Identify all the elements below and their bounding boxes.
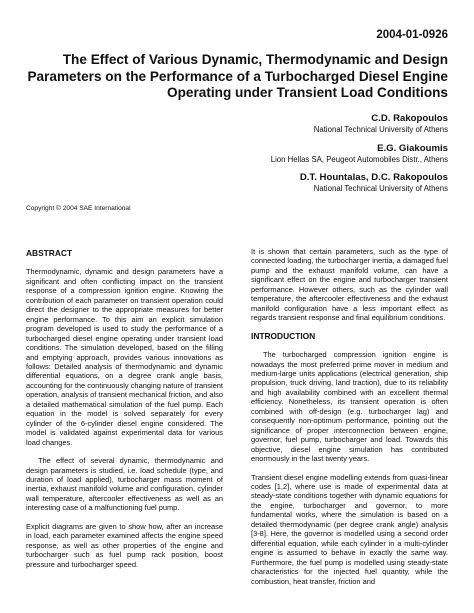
copyright-notice: Copyright © 2004 SAE International [26, 205, 131, 212]
author-block-1 [314, 113, 448, 135]
paper-id: 2004-01-0926 [376, 29, 448, 41]
abstract-paragraph: The effect of several dynamic, thermodynamic and design parameters is studied, i.e. load schedule (type, and duration of load applied), turbocharger mass moment of inertia, exhaust manifold volume and configuration, cylinder wall temperature, aftercooler effectiveness as well as an interesting case of a malfunctioning fuel pump. [26, 456, 223, 513]
author-name: C.D. Rakopoulos [371, 113, 448, 124]
abstract-continuation-paragraph: It is shown that certain parameters, such as the type of connected loading, the turbocharger inertia, a damaged fuel pump and the exhaust manifold volume, can have a significant effect on the engine and turbocharger transient performance. However others, such as the cylinder wall temperature, the aftercooler effectiveness and the exhaust manifold configuration have a less important effect as regards transient response and final equilibrium conditions. [251, 247, 448, 323]
author-name: E.G. Giakoumis [377, 143, 448, 154]
abstract-paragraph: Thermodynamic, dynamic and design parameters have a significant and often conflicting impact on the transient response of a compression ignition engine. Knowing the contribution of each parameter on transient operation could direct the designer to the appropriate measures for better engine performance. To this aim an explicit simulation program developed is used to study the performance of a turbocharged diesel engine operating under transient load conditions. The simulation developed, based on the filling and emptying approach, provides various innovations as follows: Detailed analysis of thermodynamic and dynamic differential equations, on a degree crank angle basis, accounting for the continuously changing nature of transient operation, analysis of transient mechanical friction, and also a detailed mathematical simulation of the fuel pump. Each equation in the model is solved separately for every cylinder of the 6-cylinder diesel engine considered. The model is validated against experimental data for various load changes. [26, 267, 223, 447]
author-block-3 [300, 172, 448, 194]
author-affiliation: National Technical University of Athens [313, 184, 448, 193]
abstract-heading: ABSTRACT [26, 248, 73, 258]
abstract-paragraph: Explicit diagrams are given to show how, after an increase in load, each parameter examined affects the engine speed response, as well as other properties of the engine and turbocharger such as fuel pump rack position, boost pressure and turbocharger speed. [26, 521, 223, 569]
paper-title: The Effect of Various Dynamic, Thermodynamic and Design Parameters on the Performance of a Turbocharged Diesel Engine Operating under Transient Load Conditions [27, 52, 448, 100]
author-affiliation: National Technical University of Athens [313, 125, 448, 134]
author-block-2 [271, 143, 448, 165]
left-column [26, 249, 223, 578]
introduction-paragraph: Transient diesel engine modelling extends from quasi-linear codes [1,2], where use is made of experimental data at steady-state conditions together with dynamic equations for the engine, turbocharger and governor, to more fundamental works, where the simulation is based on a detailed thermodynamic (per degree crank angle) analysis [3-8]. Here, the governor is modelled using a second order differential equation, while each cylinder in a multi-cylinder engine is assumed to behave in exactly the same way. Furthermore, the fuel pump is modelled using steady-state characteristics for the injected fuel quantity, while the combustion, heat transfer, friction and [251, 472, 448, 586]
author-affiliation: Lion Hellas SA, Peugeot Automobiles Distr., Athens [270, 155, 448, 164]
author-name: D.T. Hountalas, D.C. Rakopoulos [299, 172, 448, 183]
right-column [251, 247, 448, 595]
introduction-paragraph: The turbocharged compression ignition engine is nowadays the most preferred prime mover in medium and medium-large units applications (electrical generation, ship propulsion, truck driving, land traction), due to its reliability and high availability combined with an excellent thermal efficiency. Nonetheless, its transient operation is often combined with off-design (e.g. turbocharger lag) and consequently non-optimum performance, pointing out the significance of proper interconnection between engine, governor, fuel pump, turbocharger and load. Towards this objective, diesel engine simulation has contributed enormously in the last twenty years. [251, 350, 448, 464]
introduction-heading: INTRODUCTION [251, 330, 316, 341]
